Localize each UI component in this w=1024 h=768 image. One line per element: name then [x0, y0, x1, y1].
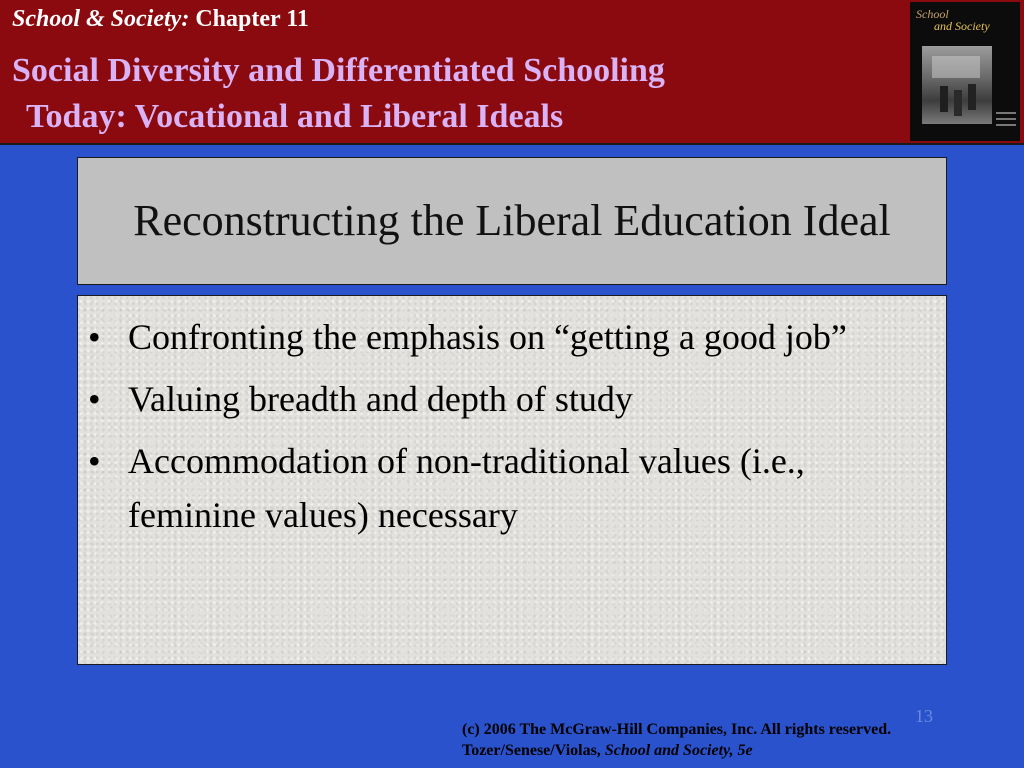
bullet-item	[78, 372, 946, 426]
chapter-title-line2: Today: Vocational and Liberal Ideals	[26, 98, 564, 135]
book-cover-image	[910, 2, 1020, 141]
chapter-line	[12, 6, 309, 33]
cover-photo	[922, 46, 992, 124]
copyright-text: (c) 2006 The McGraw-Hill Companies, Inc. All rights reserved.	[462, 721, 892, 738]
bullet-icon: •	[88, 379, 101, 419]
copyright-footer	[462, 719, 891, 761]
slide-title: Reconstructing the Liberal Education Ideal	[133, 196, 891, 245]
bullet-text: Accommodation of non-traditional values (i.e., feminine values) necessary	[128, 441, 805, 535]
chapter-title-line1: Social Diversity and Differentiated Schooling	[12, 52, 665, 89]
bullet-item	[78, 434, 946, 542]
bullet-content-box	[77, 295, 947, 665]
cover-brand	[916, 8, 990, 32]
slide-number: 13	[915, 706, 933, 726]
citation-line	[462, 740, 891, 761]
cover-word2: and Society	[934, 19, 990, 33]
cover-author-lines	[996, 112, 1016, 130]
bullet-icon: •	[88, 317, 101, 357]
chapter-label: Chapter 11	[195, 6, 309, 32]
slide-title-box	[77, 157, 947, 285]
bullet-icon: •	[88, 441, 101, 481]
cover-word1: School	[916, 7, 949, 21]
series-name: School & Society:	[12, 6, 190, 32]
citation-book: School and Society, 5e	[604, 742, 753, 759]
chapter-title	[12, 48, 665, 140]
bullet-item	[78, 310, 946, 364]
bullet-list	[78, 296, 946, 542]
citation-authors: Tozer/Senese/Violas,	[462, 742, 601, 759]
bullet-text: Valuing breadth and depth of study	[128, 379, 633, 419]
bullet-text: Confronting the emphasis on “getting a good job”	[128, 317, 847, 357]
header-banner	[0, 0, 1024, 145]
